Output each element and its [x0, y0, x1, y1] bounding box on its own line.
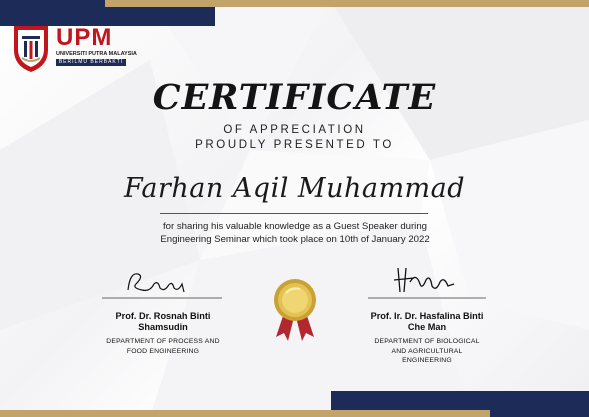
signer-left-name-line2: Shamsudin	[138, 322, 188, 332]
logo-university-name: UNIVERSITI PUTRA MALAYSIA	[56, 51, 137, 57]
signature-right	[364, 262, 490, 302]
upm-logo	[10, 22, 137, 74]
subtitle-appreciation: OF APPRECIATION	[223, 124, 366, 136]
top-gold-bar	[105, 0, 589, 7]
logo-wordmark: UPM	[56, 24, 113, 51]
signer-right-dept-line3: ENGINEERING	[402, 357, 452, 364]
certificate-body: for sharing his valuable knowledge as a Guest Speaker during Engineering Seminar which took place on 10th of January 2022	[160, 221, 430, 245]
recipient-underline	[160, 213, 428, 214]
signer-left	[96, 311, 230, 356]
subtitle-presented: PROUDLY PRESENTED TO	[195, 139, 394, 151]
signer-right-dept-line2: AND AGRICULTURAL	[391, 347, 463, 355]
certificate-title: CERTIFICATE	[152, 77, 437, 118]
signer-right-name-line1: Prof. Ir. Dr. Hasfalina Binti	[370, 311, 484, 321]
signer-left-dept-line1: DEPARTMENT OF PROCESS AND	[106, 338, 220, 345]
signer-left-dept-line2: FOOD ENGINEERING	[126, 347, 200, 355]
signer-right-dept-line1: DEPARTMENT OF BIOLOGICAL	[374, 338, 480, 345]
gold-medal-icon	[270, 277, 320, 343]
bottom-gold-bar	[0, 410, 490, 417]
signer-right	[356, 311, 498, 366]
signer-left-name-line1: Prof. Dr. Rosnah Binti	[115, 311, 211, 321]
signature-left	[98, 262, 226, 302]
signer-right-name-line2: Che Man	[407, 322, 447, 332]
recipient-name: Farhan Aqil Muhammad	[123, 173, 466, 204]
upm-crest-icon	[10, 22, 52, 74]
logo-motto: BERILMU BERBAKTI	[56, 59, 126, 66]
